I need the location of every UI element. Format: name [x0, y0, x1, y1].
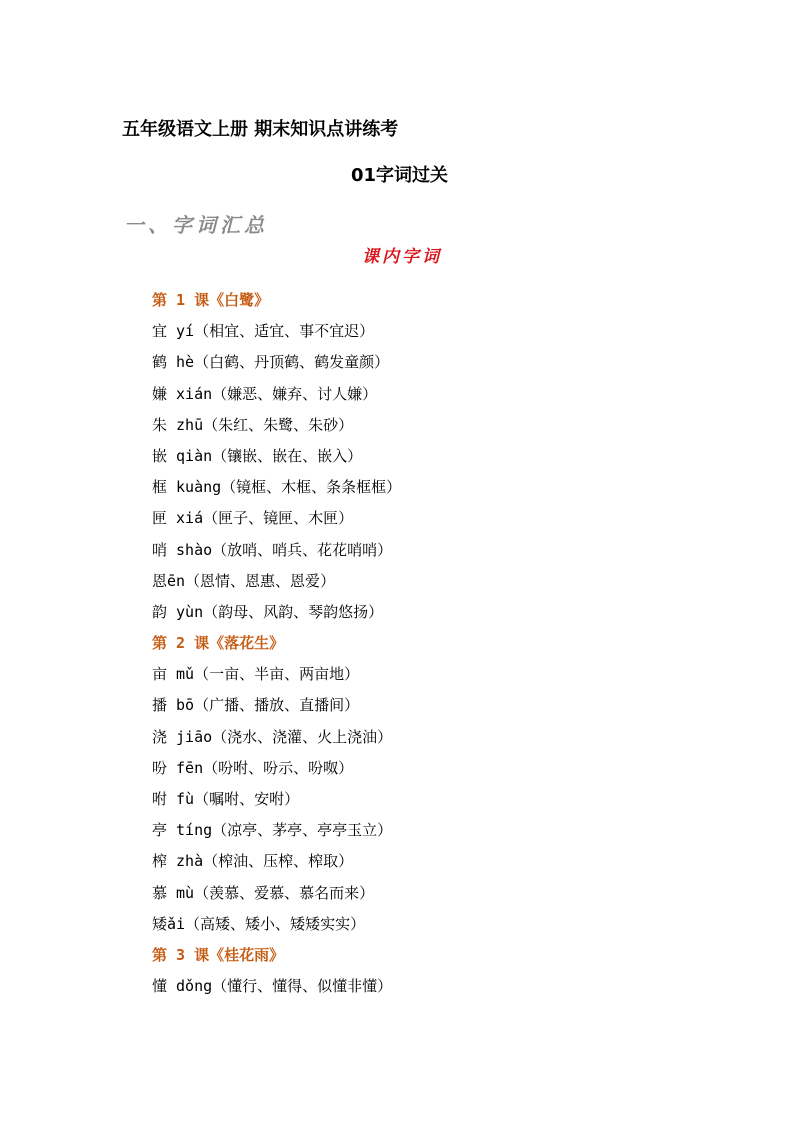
vocabulary-entry: 矮ǎi（高矮、矮小、矮矮实实） [152, 914, 366, 933]
vocabulary-entry: 嫌 xián（嫌恶、嫌弃、讨人嫌） [152, 384, 378, 403]
vocabulary-entry: 亩 mǔ（一亩、半亩、两亩地） [152, 665, 360, 684]
vocabulary-list [152, 287, 401, 1004]
vocabulary-entry: 浇 jiāo（浇水、浇灌、火上浇油） [152, 727, 393, 746]
vocabulary-entry: 恩ēn（恩情、恩惠、恩爱） [152, 571, 336, 590]
vocabulary-entry: 韵 yùn（韵母、风韵、琴韵悠扬） [152, 602, 384, 621]
vocabulary-entry: 榨 zhà（榨油、压榨、榨取） [152, 852, 354, 871]
vocabulary-entry: 咐 fù（嘱咐、安咐） [152, 790, 300, 808]
page-title: 五年级语文上册 期末知识点讲练考 [122, 119, 399, 140]
vocabulary-entry: 哨 shào（放哨、哨兵、花花哨哨） [152, 540, 393, 559]
vocabulary-entry: 嵌 qiàn（镶嵌、嵌在、嵌入） [152, 446, 363, 465]
lesson-title: 第 1 课《白鹭》 [152, 291, 270, 309]
page-subtitle: 01字词过关 [351, 165, 449, 186]
vocabulary-entry: 播 bō（广播、播放、直播间） [152, 696, 360, 715]
section-heading: 一、字词汇总 [124, 213, 268, 237]
vocabulary-entry: 亭 tíng（凉亭、茅亭、亭亭玉立） [152, 821, 393, 840]
lesson-title: 第 3 课《桂花雨》 [152, 945, 285, 964]
vocabulary-entry: 吩 fēn（吩咐、吩示、吩呶） [152, 758, 354, 777]
vocabulary-entry: 鹤 hè（白鹤、丹顶鹤、鹤发童颜） [152, 353, 390, 372]
vocabulary-entry: 慕 mù（羡慕、爱慕、慕名而来） [152, 883, 375, 902]
vocabulary-entry: 框 kuàng（镜框、木框、条条框框） [152, 478, 402, 497]
vocabulary-entry: 匣 xiá（匣子、镜匣、木匣） [152, 509, 354, 528]
lesson-title: 第 2 课《落花生》 [152, 634, 285, 653]
vocabulary-entry: 朱 zhū（朱红、朱鹭、朱砂） [152, 415, 354, 434]
section-subheading: 课内字词 [362, 247, 442, 267]
vocabulary-entry: 懂 dǒng（懂行、懂得、似懂非懂） [152, 977, 393, 996]
vocabulary-entry: 宜 yí（相宜、适宜、事不宜迟） [152, 322, 375, 341]
